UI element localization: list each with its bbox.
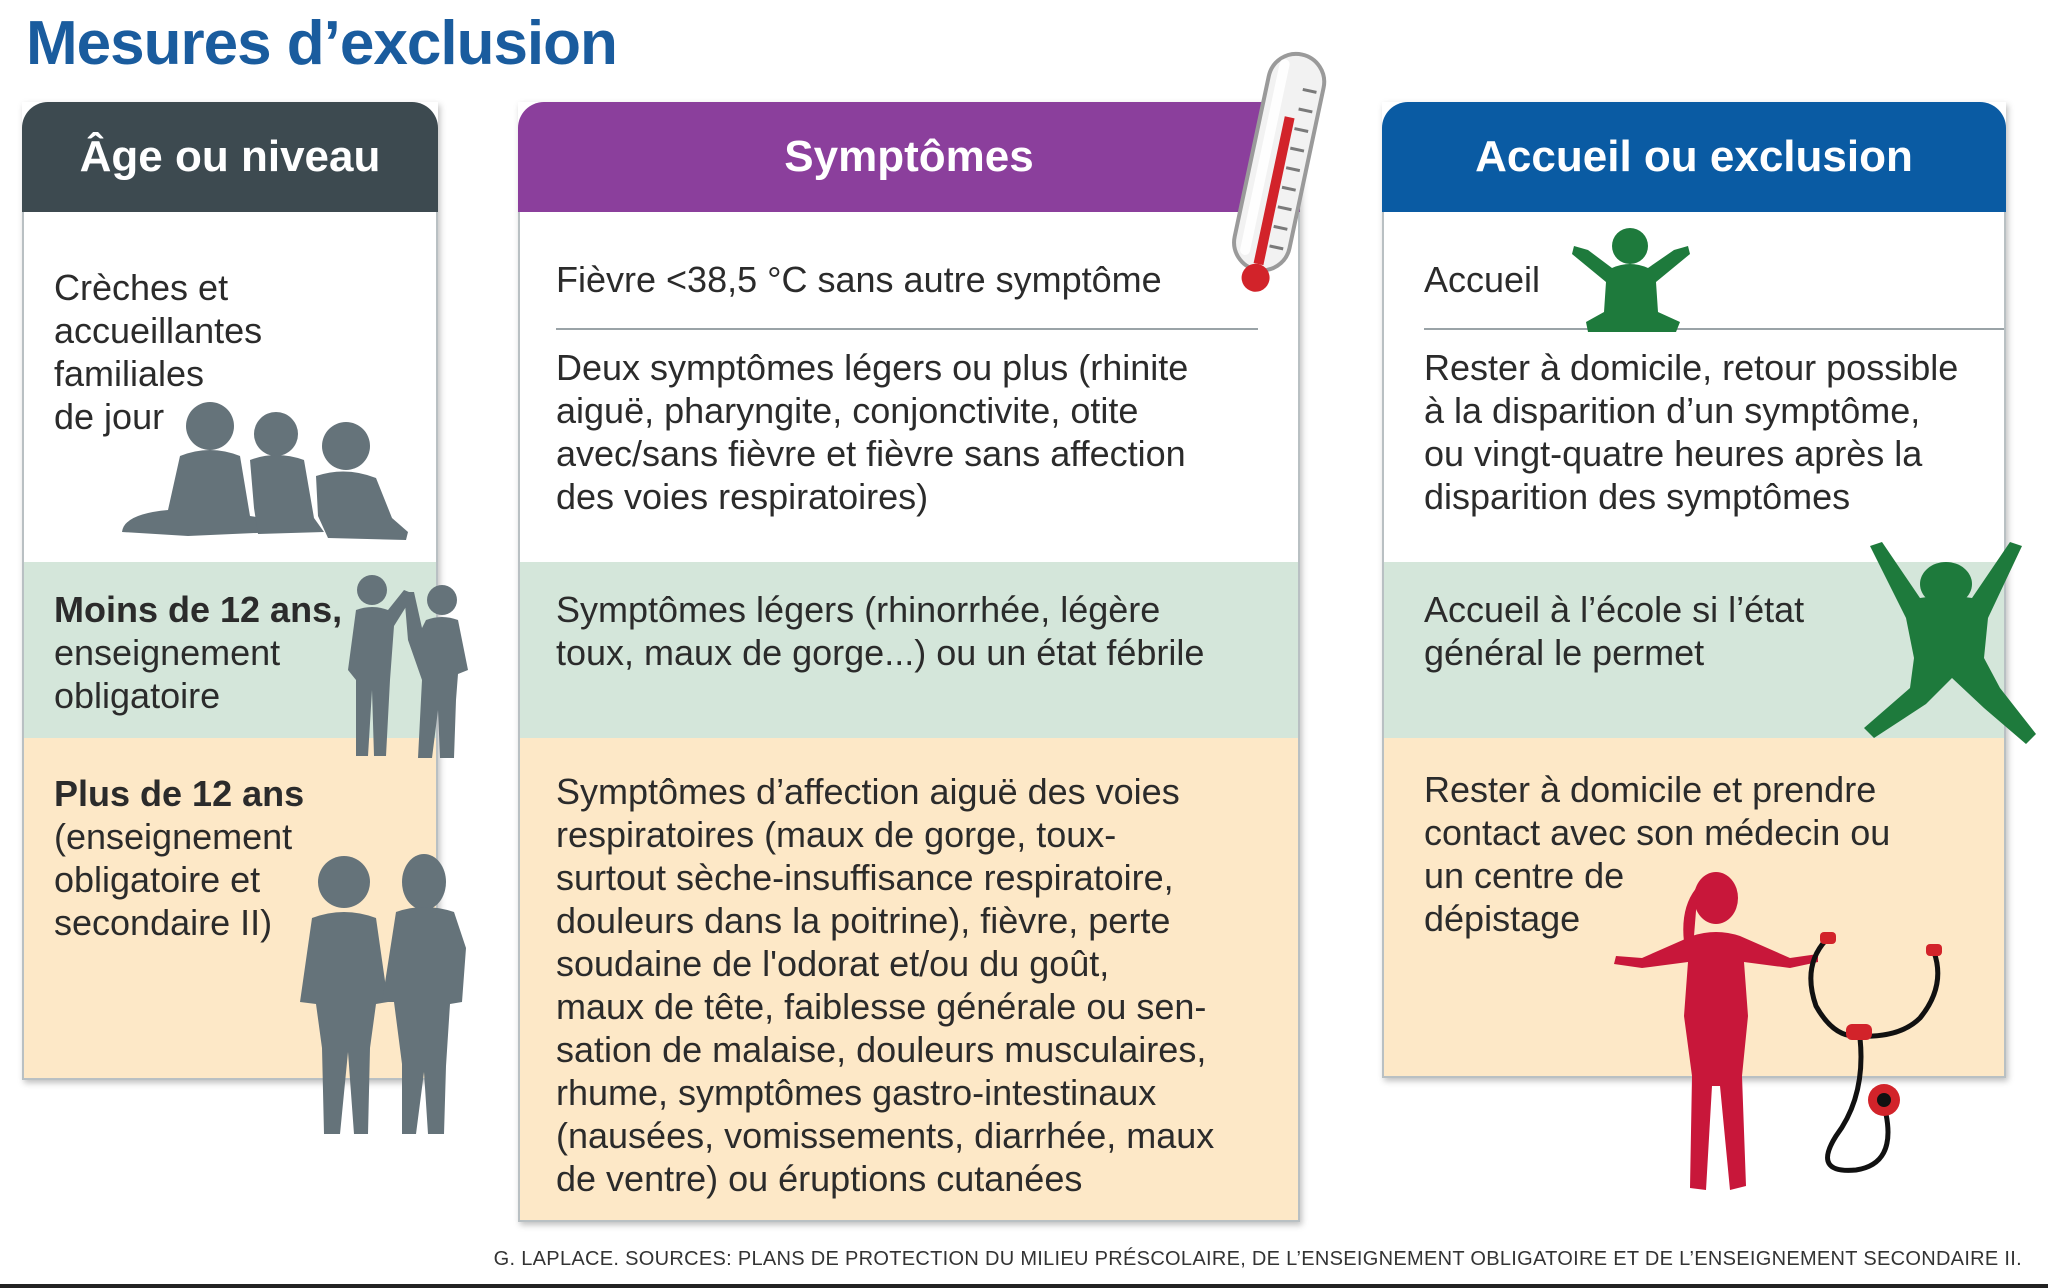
accueil-column-header-label: Accueil ou exclusion: [1475, 132, 1913, 181]
symptoms-column: [518, 102, 1300, 1222]
symptoms-divider: [556, 328, 1258, 330]
age-column-header-label: Âge ou niveau: [79, 132, 381, 181]
age-moins12-rest: enseignement obligatoire: [54, 632, 281, 716]
age-plus12-label: [54, 772, 304, 944]
stethoscope-icon: [1796, 926, 1952, 1182]
age-column-header: [22, 102, 438, 212]
toddlers-silhouette-icon: [118, 398, 408, 546]
symptom-moins12-label: Symptômes légers (rhinorrhée, légère toux, maux de gorge...) ou un état fébrile: [556, 589, 1205, 673]
accueil-creches-2-label: Rester à domicile, retour possible à la disparition d’un symptôme, ou vingt-quatre heures après la disparition des symptômes: [1424, 347, 1959, 517]
symptoms-column-header-label: Symptômes: [784, 132, 1034, 181]
symptoms-row-creches: [518, 212, 1300, 564]
age-moins12-label: [54, 588, 342, 717]
teens-silhouette-icon: [296, 852, 468, 1142]
accueil-column-header: [1382, 102, 2006, 212]
symptom-plus12-label: Symptômes d’affection aiguë des voies respiratoires (maux de gorge, toux- surtout sèche-insuffisance respiratoire, douleurs dans la poitrine), fièvre, perte soudaine de l'odorat et/ou du goût, maux de tête, faiblesse générale ou sen- sation de malaise, douleurs musculaires, rhume, symptômes gastro-intestinaux (nausées, vomissements, diarrhée, maux de ventre) ou éruptions cutanées: [556, 771, 1215, 1199]
age-creches-label: Crèches et accueillantes familiales de jour: [54, 267, 263, 437]
age-plus12-bold: Plus de 12 ans: [54, 773, 305, 814]
age-moins12-bold: Moins de 12 ans,: [54, 589, 343, 630]
symptom-fever-label: Fièvre <38,5 °C sans autre symptôme: [556, 259, 1162, 300]
page-title: Mesures d’exclusion: [26, 9, 617, 78]
accueil-divider: [1424, 328, 2004, 330]
accueil-moins12-label: Accueil à l’école si l’état général le permet: [1424, 589, 1805, 673]
jumping-child-icon: [1860, 538, 2040, 750]
symptom-two-light-label: Deux symptômes légers ou plus (rhinite aiguë, pharyngite, conjonctivite, otite avec/sans fièvre et fièvre sans affection des voies respiratoires): [556, 347, 1189, 517]
bottom-rule: [0, 1284, 2048, 1288]
accueil-creches-1-label: Accueil: [1424, 259, 1541, 300]
symptoms-column-header: [518, 102, 1300, 212]
thermometer-icon: [1214, 46, 1340, 308]
symptoms-row-plus12: [518, 738, 1300, 1222]
source-credit: G. LAPLACE. SOURCES: PLANS DE PROTECTION DU MILIEU PRÉSCOLAIRE, DE L’ENSEIGNEMENT OBLIGATOIRE ET DE L’ENSEIGNEMENT SECONDAIRE II.: [493, 1248, 2022, 1270]
baby-silhouette-icon: [1566, 226, 1694, 334]
children-high-five-icon: [342, 570, 482, 762]
accueil-plus12-label: Rester à domicile et prendre contact avec son médecin ou un centre de dépistage: [1424, 769, 1891, 939]
symptoms-row-moins12: [518, 562, 1300, 740]
shrugging-girl-icon: [1614, 866, 1820, 1198]
age-plus12-rest: (enseignement obligatoire et secondaire II): [54, 816, 293, 943]
accueil-row-creches: [1382, 212, 2006, 564]
